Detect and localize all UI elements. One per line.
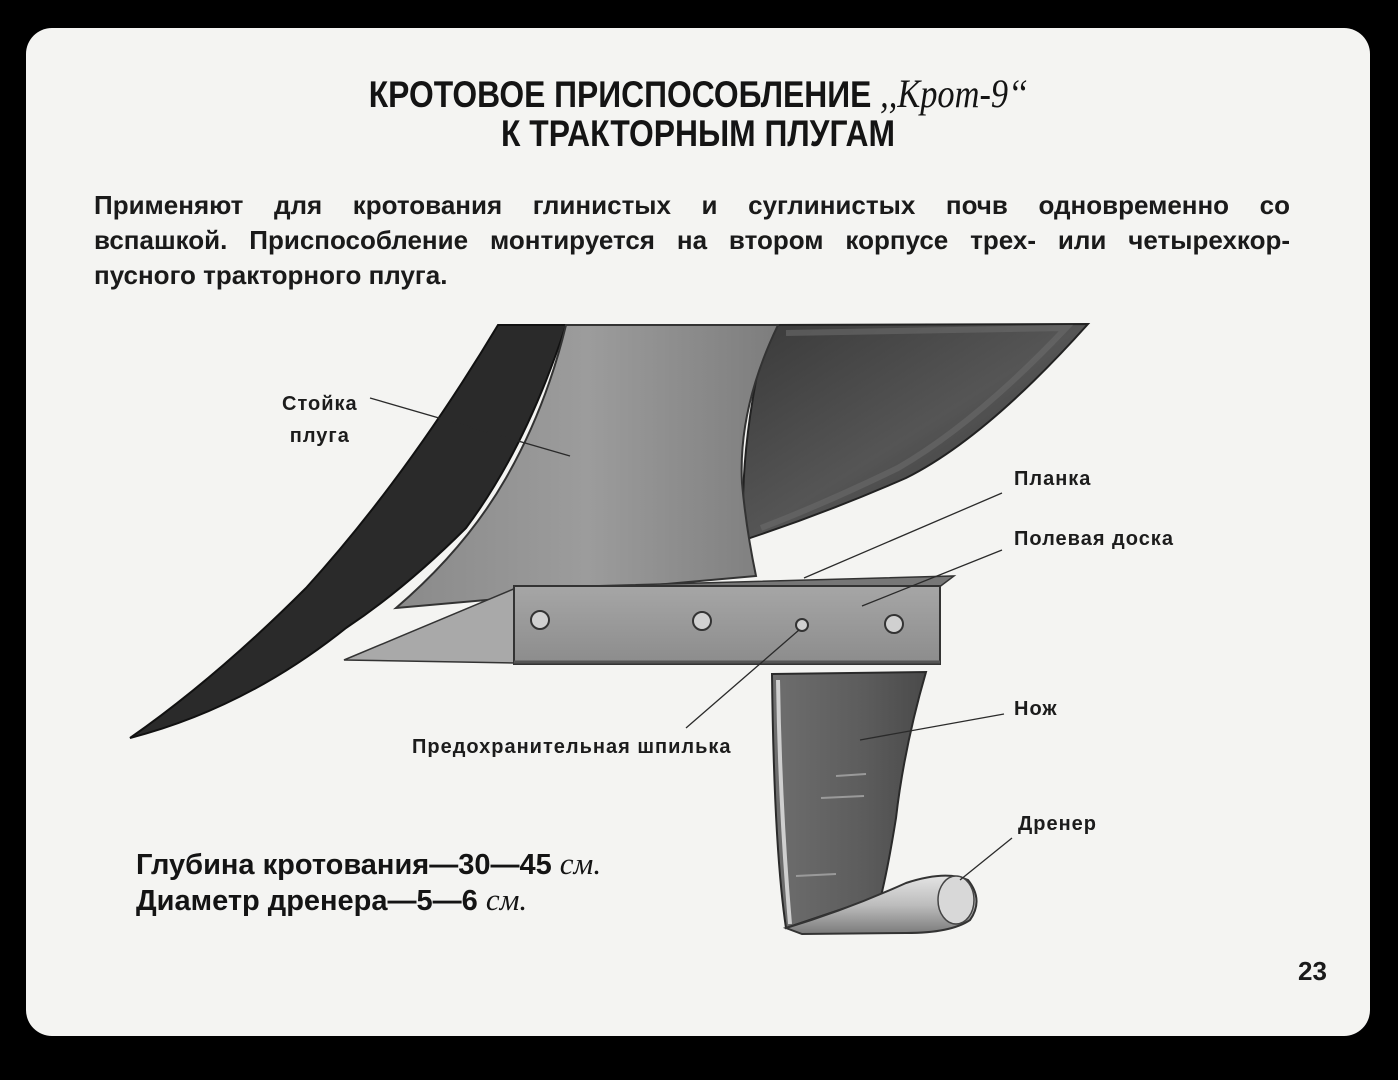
label-shpilka: Предохранительная шпилька	[412, 736, 732, 758]
label-planka: Планка	[1014, 468, 1092, 490]
leader-drener	[960, 838, 1012, 880]
rivet-3	[885, 615, 903, 633]
slide	[26, 28, 1370, 1036]
title-prefix: КРОТОВОЕ ПРИСПОСОБЛЕНИЕ	[368, 74, 872, 115]
drainer-tip	[938, 876, 974, 924]
title-model-name: ,,Крот-9‘‘	[880, 71, 1028, 116]
intro-line-3: пусного тракторного плуга.	[94, 260, 448, 290]
spec-diameter-text: Диаметр дренера—5—6	[136, 885, 478, 917]
spec-depth	[136, 846, 601, 882]
label-stoika	[282, 388, 358, 452]
label-polevaya-doska: Полевая доска	[1014, 528, 1174, 550]
label-stoika-line-1: Стойка	[282, 393, 358, 415]
spec-depth-unit: см.	[559, 846, 602, 881]
spec-diameter	[136, 882, 527, 918]
spec-depth-text: Глубина кротования—30—45	[136, 849, 552, 881]
label-stoika-line-2: плуга	[289, 425, 350, 447]
intro-line-2: вспашкой. Приспособление монтируется на втором корпусе трех- или четырехкор-	[94, 225, 1290, 255]
spec-diameter-unit: см.	[485, 882, 528, 917]
rivet-2	[693, 612, 711, 630]
rivet-1	[531, 611, 549, 629]
page-number: 23	[1298, 956, 1327, 986]
rivet-safety-pin	[796, 619, 808, 631]
field-board-shape	[514, 586, 940, 664]
title-line-2: К ТРАКТОРНЫМ ПЛУГАМ	[501, 113, 895, 154]
intro-line-1: Применяют для кротования глинистых и суглинистых почв одновременно со	[94, 190, 1290, 220]
label-nozh: Нож	[1014, 698, 1058, 720]
label-drener: Дренер	[1018, 813, 1098, 835]
